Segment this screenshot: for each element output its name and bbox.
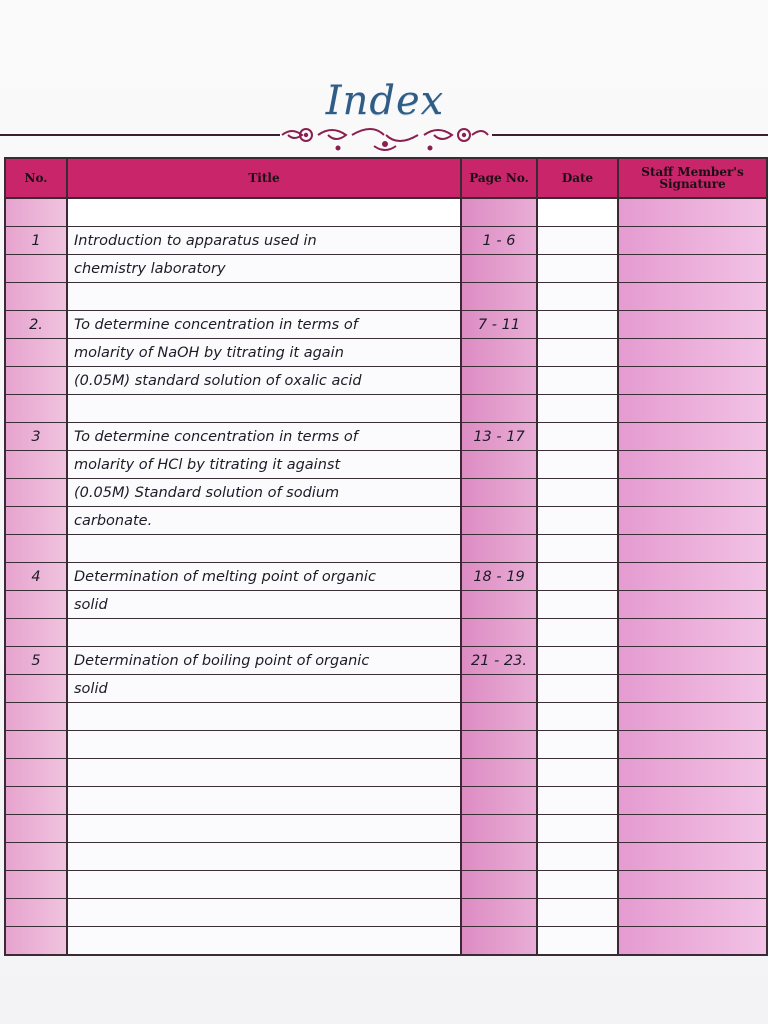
- row-page-number: [461, 787, 537, 815]
- table-row: [5, 255, 767, 283]
- table-row: [5, 395, 767, 423]
- row-number: [5, 899, 67, 927]
- table-row: [5, 871, 767, 899]
- row-number: [5, 255, 67, 283]
- row-title: [67, 787, 461, 815]
- table-row: [5, 787, 767, 815]
- row-date: [537, 479, 618, 507]
- row-page-number: [461, 283, 537, 311]
- row-signature: [618, 703, 767, 731]
- signature-header-line2: Signature: [659, 177, 726, 191]
- row-number: [5, 198, 67, 227]
- row-signature: [618, 339, 767, 367]
- row-signature: [618, 507, 767, 535]
- row-title: [67, 283, 461, 311]
- table-row: [5, 367, 767, 395]
- row-number: [5, 535, 67, 563]
- row-date: [537, 535, 618, 563]
- row-signature: [618, 367, 767, 395]
- table-row: [5, 311, 767, 339]
- row-signature: [618, 311, 767, 339]
- row-signature: [618, 563, 767, 591]
- row-signature: [618, 731, 767, 759]
- row-title: [67, 619, 461, 647]
- row-number: [5, 339, 67, 367]
- row-date: [537, 731, 618, 759]
- column-header-date: Date: [537, 158, 618, 198]
- row-page-number: 7 - 11: [461, 311, 537, 339]
- row-date: [537, 927, 618, 956]
- row-number: [5, 675, 67, 703]
- row-title: To determine concentration in terms of: [67, 423, 461, 451]
- row-signature: [618, 899, 767, 927]
- row-title: To determine concentration in terms of: [67, 311, 461, 339]
- table-row: [5, 451, 767, 479]
- row-date: [537, 563, 618, 591]
- row-date: [537, 843, 618, 871]
- row-signature: [618, 843, 767, 871]
- row-page-number: [461, 479, 537, 507]
- row-number: [5, 395, 67, 423]
- row-signature: [618, 479, 767, 507]
- row-title: chemistry laboratory: [67, 255, 461, 283]
- row-page-number: [461, 703, 537, 731]
- row-page-number: [461, 507, 537, 535]
- row-page-number: 18 - 19: [461, 563, 537, 591]
- row-number: [5, 871, 67, 899]
- row-date: [537, 759, 618, 787]
- row-number: [5, 927, 67, 956]
- row-page-number: [461, 759, 537, 787]
- row-title: [67, 843, 461, 871]
- row-page-number: [461, 451, 537, 479]
- row-title: molarity of NaOH by titrating it again: [67, 339, 461, 367]
- table-row: [5, 535, 767, 563]
- row-number: [5, 843, 67, 871]
- row-number: [5, 479, 67, 507]
- row-number: [5, 451, 67, 479]
- row-page-number: [461, 927, 537, 956]
- row-signature: [618, 759, 767, 787]
- row-signature: [618, 395, 767, 423]
- row-page-number: [461, 255, 537, 283]
- table-row: [5, 843, 767, 871]
- row-date: [537, 311, 618, 339]
- row-page-number: 21 - 23.: [461, 647, 537, 675]
- row-signature: [618, 871, 767, 899]
- row-signature: [618, 619, 767, 647]
- row-page-number: [461, 591, 537, 619]
- row-title: Introduction to apparatus used in: [67, 227, 461, 255]
- table-row: [5, 731, 767, 759]
- row-date: [537, 507, 618, 535]
- row-page-number: [461, 535, 537, 563]
- row-date: [537, 871, 618, 899]
- row-title: [67, 198, 461, 227]
- table-row: [5, 927, 767, 956]
- table-row: [5, 479, 767, 507]
- table-row: [5, 815, 767, 843]
- row-title: [67, 395, 461, 423]
- row-title: Determination of boiling point of organic: [67, 647, 461, 675]
- row-page-number: [461, 843, 537, 871]
- table-row: [5, 283, 767, 311]
- row-page-number: [461, 395, 537, 423]
- row-date: [537, 227, 618, 255]
- row-number: [5, 507, 67, 535]
- row-date: [537, 619, 618, 647]
- row-number: 5: [5, 647, 67, 675]
- row-date: [537, 675, 618, 703]
- row-number: [5, 591, 67, 619]
- row-date: [537, 451, 618, 479]
- row-title: [67, 535, 461, 563]
- row-page-number: 1 - 6: [461, 227, 537, 255]
- row-page-number: 13 - 17: [461, 423, 537, 451]
- row-page-number: [461, 367, 537, 395]
- row-page-number: [461, 815, 537, 843]
- table-row: [5, 423, 767, 451]
- row-title: solid: [67, 675, 461, 703]
- column-header-signature: [618, 158, 767, 198]
- row-number: 3: [5, 423, 67, 451]
- row-title: (0.05M) standard solution of oxalic acid: [67, 367, 461, 395]
- column-header-page: Page No.: [461, 158, 537, 198]
- row-title: [67, 927, 461, 956]
- row-title: [67, 731, 461, 759]
- row-number: [5, 787, 67, 815]
- table-row: [5, 339, 767, 367]
- row-number: 4: [5, 563, 67, 591]
- title-rule-right: [492, 134, 768, 136]
- row-number: 2.: [5, 311, 67, 339]
- row-title: carbonate.: [67, 507, 461, 535]
- row-page-number: [461, 339, 537, 367]
- table-row: [5, 675, 767, 703]
- row-number: 1: [5, 227, 67, 255]
- row-signature: [618, 283, 767, 311]
- row-title: [67, 815, 461, 843]
- row-date: [537, 591, 618, 619]
- row-page-number: [461, 619, 537, 647]
- table-row: [5, 703, 767, 731]
- row-title: [67, 759, 461, 787]
- table-header-row: [5, 158, 767, 198]
- row-signature: [618, 535, 767, 563]
- column-header-title: Title: [67, 158, 461, 198]
- table-row: [5, 198, 767, 227]
- row-number: [5, 703, 67, 731]
- table-row: [5, 227, 767, 255]
- title-rule-left: [0, 134, 280, 136]
- row-date: [537, 815, 618, 843]
- row-number: [5, 759, 67, 787]
- row-title: [67, 899, 461, 927]
- table-row: [5, 619, 767, 647]
- table-row: [5, 591, 767, 619]
- table-row: [5, 759, 767, 787]
- table-row: [5, 647, 767, 675]
- page-title: Index: [325, 78, 445, 124]
- row-number: [5, 283, 67, 311]
- row-signature: [618, 927, 767, 956]
- row-title: (0.05M) Standard solution of sodium: [67, 479, 461, 507]
- row-title: [67, 871, 461, 899]
- row-page-number: [461, 731, 537, 759]
- row-signature: [618, 198, 767, 227]
- row-page-number: [461, 871, 537, 899]
- row-date: [537, 283, 618, 311]
- scroll-flourish-icon: [278, 122, 492, 156]
- row-number: [5, 367, 67, 395]
- row-signature: [618, 255, 767, 283]
- row-page-number: [461, 675, 537, 703]
- row-signature: [618, 815, 767, 843]
- row-page-number: [461, 899, 537, 927]
- row-date: [537, 899, 618, 927]
- row-date: [537, 255, 618, 283]
- row-signature: [618, 591, 767, 619]
- index-table-wrapper: [4, 157, 766, 953]
- table-row: [5, 507, 767, 535]
- row-date: [537, 423, 618, 451]
- column-header-no: No.: [5, 158, 67, 198]
- row-signature: [618, 227, 767, 255]
- row-title: solid: [67, 591, 461, 619]
- row-date: [537, 703, 618, 731]
- row-title: [67, 703, 461, 731]
- row-date: [537, 787, 618, 815]
- row-date: [537, 367, 618, 395]
- row-title: molarity of HCl by titrating it against: [67, 451, 461, 479]
- row-signature: [618, 787, 767, 815]
- table-row: [5, 899, 767, 927]
- row-title: Determination of melting point of organic: [67, 563, 461, 591]
- row-number: [5, 619, 67, 647]
- row-date: [537, 647, 618, 675]
- row-date: [537, 395, 618, 423]
- row-signature: [618, 647, 767, 675]
- row-number: [5, 731, 67, 759]
- row-signature: [618, 451, 767, 479]
- index-table: [4, 157, 768, 956]
- row-signature: [618, 675, 767, 703]
- signature-header-line1: Staff Member's: [641, 165, 744, 179]
- table-row: [5, 563, 767, 591]
- row-number: [5, 815, 67, 843]
- row-date: [537, 198, 618, 227]
- row-page-number: [461, 198, 537, 227]
- row-signature: [618, 423, 767, 451]
- row-date: [537, 339, 618, 367]
